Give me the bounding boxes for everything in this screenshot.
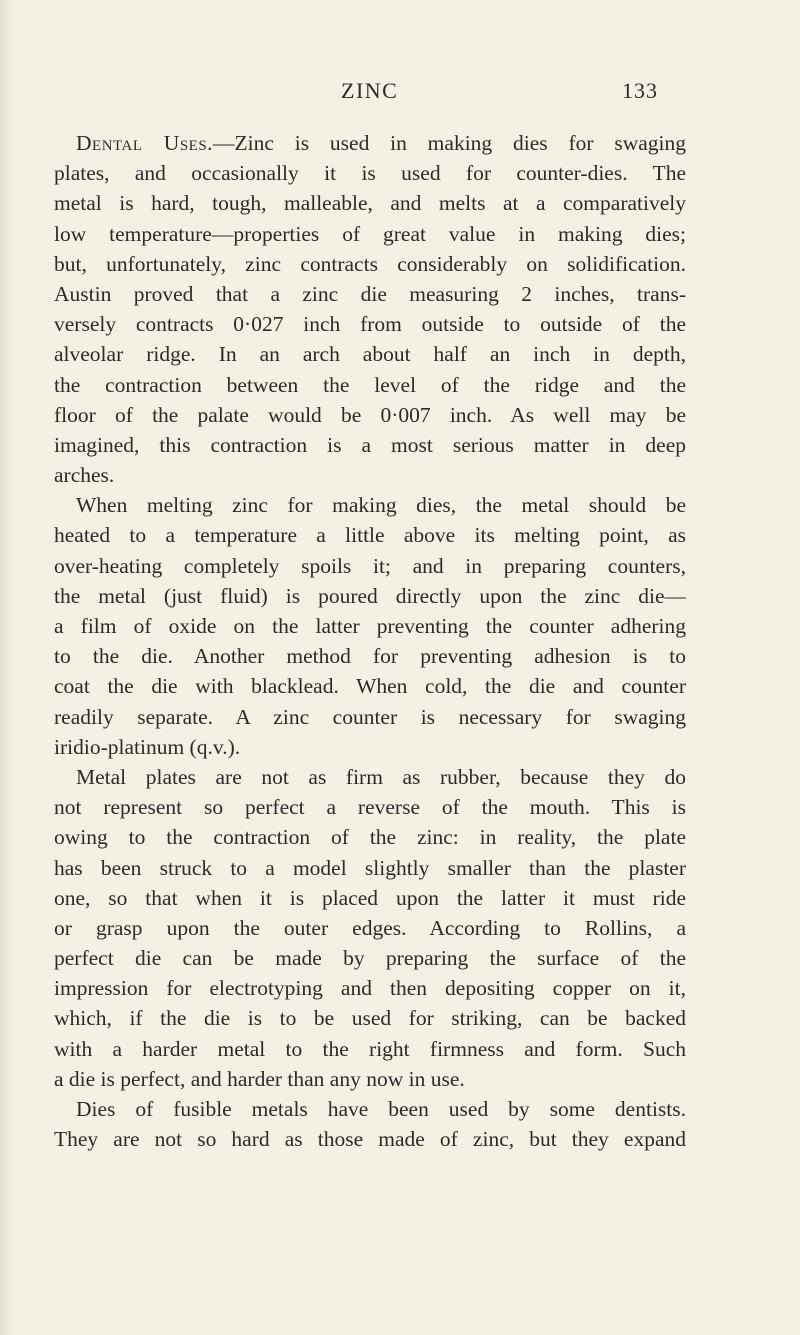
paragraph-dental-uses [54,128,686,490]
text-line: a die is perfect, and harder than any now in use. [54,1066,465,1091]
text-line: coat the die with blacklead. When cold, the die and counter [54,674,686,699]
text-line: or grasp upon the outer edges. According to Rollins, a [54,915,686,940]
text-line: arches. [54,463,115,488]
section-heading: Dental Uses. [76,131,214,155]
text-line: Dies of fusible metals have been used by some dentists. [76,1097,686,1121]
running-head [0,78,800,108]
text-line: over-heating completely spoils it; and in preparing counters, [54,553,686,578]
text-line: perfect die can be made by preparing the surface of the [54,946,686,971]
text-line: readily separate. A zinc counter is necessary for swaging [54,704,686,729]
text-line [54,128,686,158]
text-line: alveolar ridge. In an arch about half an inch in depth, [54,342,686,367]
paragraph-melting-zinc [54,490,686,762]
text-line: Austin proved that a zinc die measuring 2 inches, trans- [54,281,686,306]
paragraph-fusible-metals [54,1094,686,1154]
text-line-content: —Zinc is used in making dies for swaging [213,131,686,155]
text-line: to the die. Another method for preventing adhesion is to [54,644,686,669]
text-line: heated to a temperature a little above its melting point, as [54,523,686,548]
text-line: the contraction between the level of the ridge and the [54,372,686,397]
text-line: has been struck to a model slightly smaller than the plaster [54,855,686,880]
text-line: Metal plates are not as firm as rubber, because they do [76,764,686,789]
text-line: low temperature—properties of great value in making dies; [54,221,686,246]
text-line: but, unfortunately, zinc contracts considerably on solidification. [54,251,686,276]
text-line: They are not so hard as those made of zinc, but they expand [54,1127,686,1152]
body-text [54,128,686,1154]
page-number: 133 [622,78,658,103]
text-line: a film of oxide on the latter preventing the counter adhering [54,614,686,638]
running-title: ZINC [341,78,399,103]
text-line: metal is hard, tough, malleable, and melts at a comparatively [54,191,686,216]
text-line: with a harder metal to the right firmness and form. Such [54,1036,686,1061]
text-line: plates, and occasionally it is used for counter-dies. The [54,161,686,186]
text-line: floor of the palate would be 0·007 inch. As well may be [54,402,686,427]
text-line: the metal (just fluid) is poured directly upon the zinc die— [54,583,686,608]
text-line: one, so that when it is placed upon the latter it must ride [54,885,686,910]
text-line: impression for electrotyping and then depositing copper on it, [54,976,686,1001]
text-line: When melting zinc for making dies, the metal should be [76,493,686,518]
text-line: owing to the contraction of the zinc: in reality, the plate [54,825,686,850]
text-line: which, if the die is to be used for striking, can be backed [54,1006,686,1031]
page-edge-shadow [0,0,16,1335]
text-line: iridio-platinum (q.v.). [54,734,241,759]
text-line: imagined, this contraction is a most serious matter in deep [54,432,686,457]
text-line: versely contracts 0·027 inch from outside to outside of the [54,312,686,337]
text-line: not represent so perfect a reverse of the mouth. This is [54,795,686,820]
paragraph-metal-plates [54,762,686,1094]
